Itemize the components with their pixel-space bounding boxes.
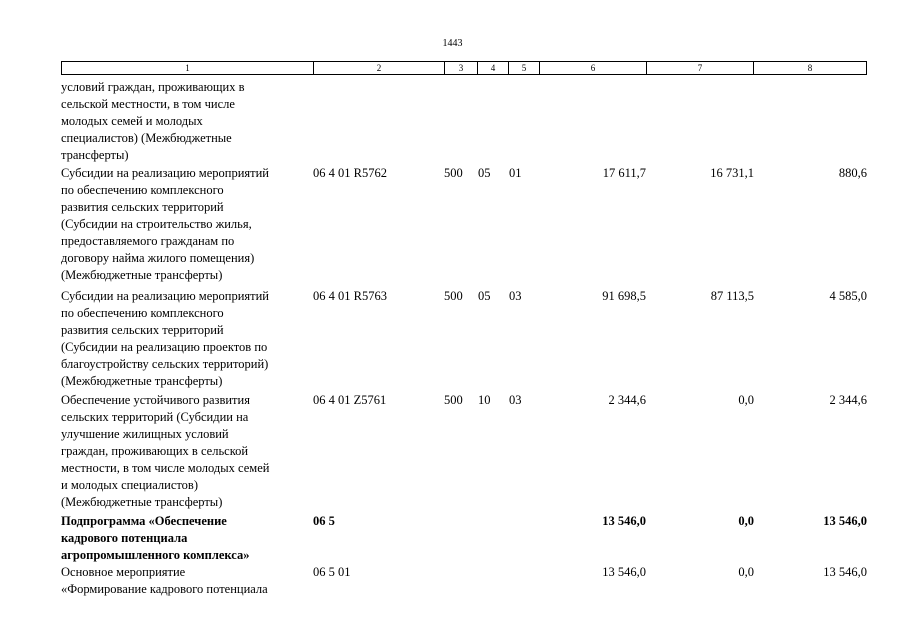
row-5-name: Основное мероприятие «Формирование кадрового потенциала (61, 565, 268, 596)
row-4-name: Подпрограмма «Обеспечение кадрового потенциала агропромышленного комплекса» (61, 514, 250, 562)
row-4-v7: 0,0 (738, 514, 754, 528)
row-1-vr: 500 (444, 166, 463, 180)
header-col-5: 5 (509, 62, 540, 74)
row-1-code: 06 4 01 R5762 (313, 166, 387, 180)
header-col-6: 6 (540, 62, 647, 74)
header-col-1: 1 (62, 62, 314, 74)
header-col-2: 2 (314, 62, 445, 74)
table-header-row (61, 61, 867, 75)
row-3-v6: 2 344,6 (608, 393, 646, 407)
row-5-v6: 13 546,0 (602, 565, 646, 579)
row-5-code: 06 5 01 (313, 565, 351, 579)
row-1-rz: 05 (478, 166, 491, 180)
row-2-vr: 500 (444, 289, 463, 303)
row-4-code: 06 5 (313, 514, 335, 528)
row-1-v6: 17 611,7 (602, 166, 646, 180)
row-2-pr: 03 (509, 289, 522, 303)
row-2-v8: 4 585,0 (829, 289, 867, 303)
row-3-v7: 0,0 (738, 393, 754, 407)
row-2-v6: 91 698,5 (602, 289, 646, 303)
row-3-name: Обеспечение устойчивого развития сельских территорий (Субсидии на улучшение жилищных условий граждан, проживающих в сельской местности, в том числе молодых семей и молодых специалистов) (Межбюджетные трансферты) (61, 393, 270, 509)
row-1-pr: 01 (509, 166, 522, 180)
header-col-8: 8 (807, 63, 813, 73)
row-1-v8: 880,6 (838, 166, 867, 180)
row-4-v8: 13 546,0 (823, 514, 867, 528)
row-2-name: Субсидии на реализацию мероприятий по обеспечению комплексного развития сельских территорий (Субсидии на реализацию проектов по благоустройству сельских территорий) (Межбюджетные трансферты) (61, 289, 269, 388)
row-1-v7: 16 731,1 (710, 166, 754, 180)
row-3-code: 06 4 01 Z5761 (313, 393, 387, 407)
row-3-v8: 2 344,6 (829, 393, 867, 407)
row-3-rz: 10 (478, 393, 491, 407)
row-3-vr: 500 (444, 393, 463, 407)
page-number: 1443 (442, 38, 463, 49)
row-5-v7: 0,0 (738, 565, 754, 579)
row-3-pr: 03 (509, 393, 522, 407)
row-2-code: 06 4 01 R5763 (313, 289, 387, 303)
row-5-v8: 13 546,0 (823, 565, 867, 579)
row-2-rz: 05 (478, 289, 491, 303)
header-col-3: 3 (445, 62, 478, 74)
row-0-name: условий граждан, проживающих в сельской местности, в том числе молодых семей и молодых специалистов) (Межбюджетные трансферты) (61, 80, 245, 162)
header-col-7: 7 (647, 62, 754, 74)
row-4-v6: 13 546,0 (602, 514, 646, 528)
header-col-4: 4 (478, 62, 509, 74)
row-2-v7: 87 113,5 (710, 289, 754, 303)
row-1-name: Субсидии на реализацию мероприятий по обеспечению комплексного развития сельских территорий (Субсидии на строительство жилья, предоставляемого гражданам по договору найма жилого помещения) (Межбюджетные трансферты) (61, 166, 269, 282)
